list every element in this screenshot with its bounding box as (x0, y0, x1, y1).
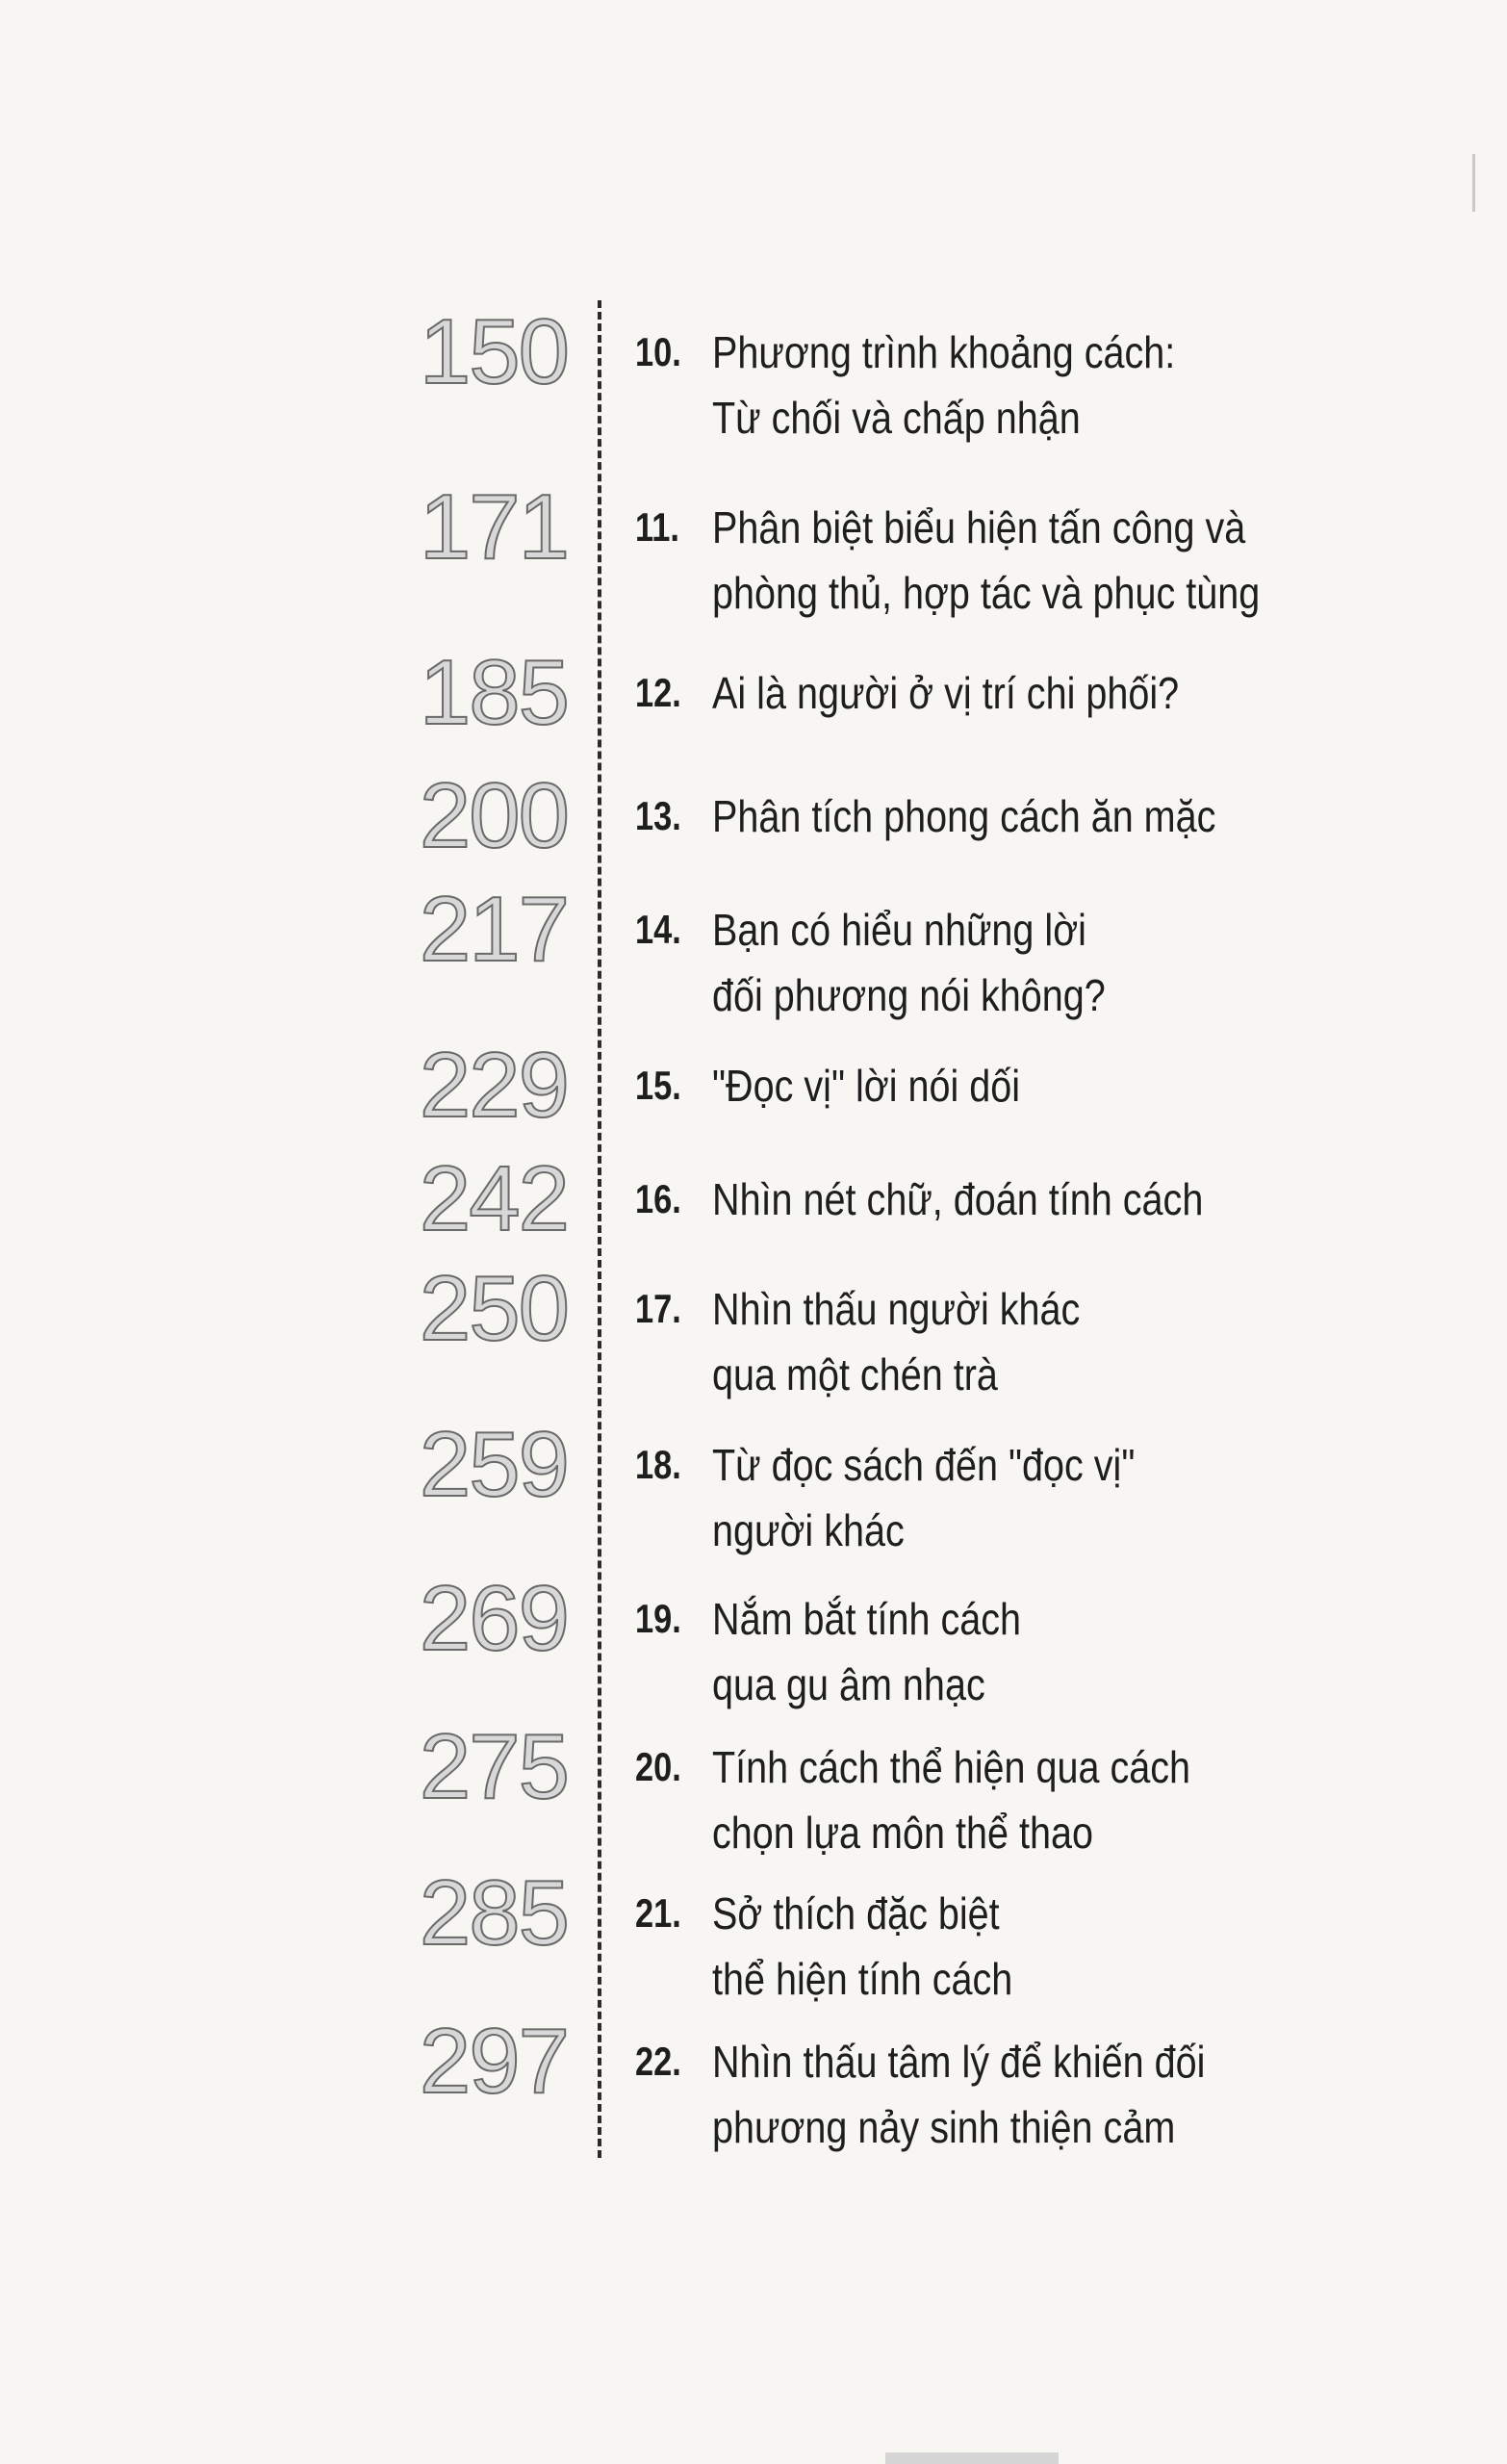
toc-chapter-number: 16. (635, 1176, 681, 1221)
toc-chapter-title (712, 320, 1341, 450)
toc-title-line: Phân tích phong cách ăn mặc (712, 791, 1216, 841)
toc-page-number: 250 (419, 1257, 568, 1360)
page-bottom-mark (885, 2452, 1059, 2464)
toc-page-number: 171 (419, 475, 568, 578)
toc-chapter-title (712, 1586, 1341, 1717)
toc-title-line: Nắm bắt tính cách (712, 1594, 1022, 1644)
toc-title-line: người khác (712, 1505, 905, 1555)
toc-title-line: qua gu âm nhạc (712, 1659, 985, 1709)
toc-title-line: Từ đọc sách đến "đọc vị" (712, 1440, 1136, 1490)
toc-title-line: Từ chối và chấp nhận (712, 393, 1081, 443)
toc-chapter-title (712, 1881, 1341, 2012)
toc-chapter-number: 18. (635, 1442, 681, 1487)
toc-page-number: 297 (419, 2010, 568, 2113)
toc-title-line: Nhìn nét chữ, đoán tính cách (712, 1174, 1204, 1224)
toc-chapter-title (712, 897, 1341, 1028)
toc-chapter-title (712, 660, 1341, 726)
toc-page-number: 285 (419, 1861, 568, 1964)
toc-chapter-title (712, 1734, 1341, 1865)
toc-title-line: Phân biệt biểu hiện tấn công và (712, 502, 1246, 552)
toc-page-number: 242 (419, 1147, 568, 1250)
toc-title-line: Bạn có hiểu những lời (712, 905, 1086, 955)
toc-title-line: chọn lựa môn thể thao (712, 1808, 1093, 1858)
toc-chapter-number: 20. (635, 1744, 681, 1789)
toc-chapter-title (712, 2029, 1341, 2160)
toc-chapter-number: 12. (635, 670, 681, 715)
toc-chapter-number: 19. (635, 1596, 681, 1641)
toc-chapter-number: 15. (635, 1063, 681, 1108)
toc-chapter-number: 21. (635, 1890, 681, 1936)
toc-page-number: 200 (419, 764, 568, 867)
toc-title-line: qua một chén trà (712, 1349, 998, 1399)
toc-title-line: Phương trình khoảng cách: (712, 327, 1176, 377)
toc-page-number: 217 (419, 878, 568, 981)
toc-page-number: 185 (419, 641, 568, 744)
toc-title-line: Nhìn thấu tâm lý để khiến đối (712, 2037, 1206, 2087)
toc-title-line: Sở thích đặc biệt (712, 1888, 1000, 1938)
toc-title-line: phương nảy sinh thiện cảm (712, 2102, 1176, 2152)
toc-chapter-number: 14. (635, 907, 681, 952)
toc-chapter-title (712, 783, 1341, 849)
toc-chapter-title (712, 1432, 1341, 1563)
toc-page-number: 259 (419, 1413, 568, 1516)
toc-page-number: 269 (419, 1567, 568, 1670)
toc-chapter-number: 10. (635, 329, 681, 374)
toc-title-line: Ai là người ở vị trí chi phối? (712, 668, 1180, 718)
toc-chapter-title (712, 1053, 1341, 1118)
toc-title-line: đối phương nói không? (712, 970, 1106, 1020)
toc-page-number: 275 (419, 1715, 568, 1818)
toc-page-number: 150 (419, 300, 568, 403)
toc-title-line: Tính cách thể hiện qua cách (712, 1742, 1191, 1792)
toc-chapter-number: 13. (635, 793, 681, 838)
page-edge-mark (1472, 154, 1475, 212)
toc-title-line: phòng thủ, hợp tác và phục tùng (712, 568, 1261, 618)
toc-chapter-number: 11. (635, 504, 679, 550)
toc-title-line: Nhìn thấu người khác (712, 1284, 1081, 1334)
toc-page-number: 229 (419, 1034, 568, 1137)
toc-chapter-title (712, 495, 1341, 626)
toc-chapter-number: 17. (635, 1286, 681, 1331)
toc-title-line: thể hiện tính cách (712, 1954, 1013, 2004)
toc-title-line: "Đọc vị" lời nói dối (712, 1061, 1021, 1111)
toc-chapter-title (712, 1276, 1341, 1407)
dashed-divider (598, 300, 601, 2158)
toc-chapter-number: 22. (635, 2039, 681, 2084)
toc-chapter-title (712, 1167, 1341, 1232)
